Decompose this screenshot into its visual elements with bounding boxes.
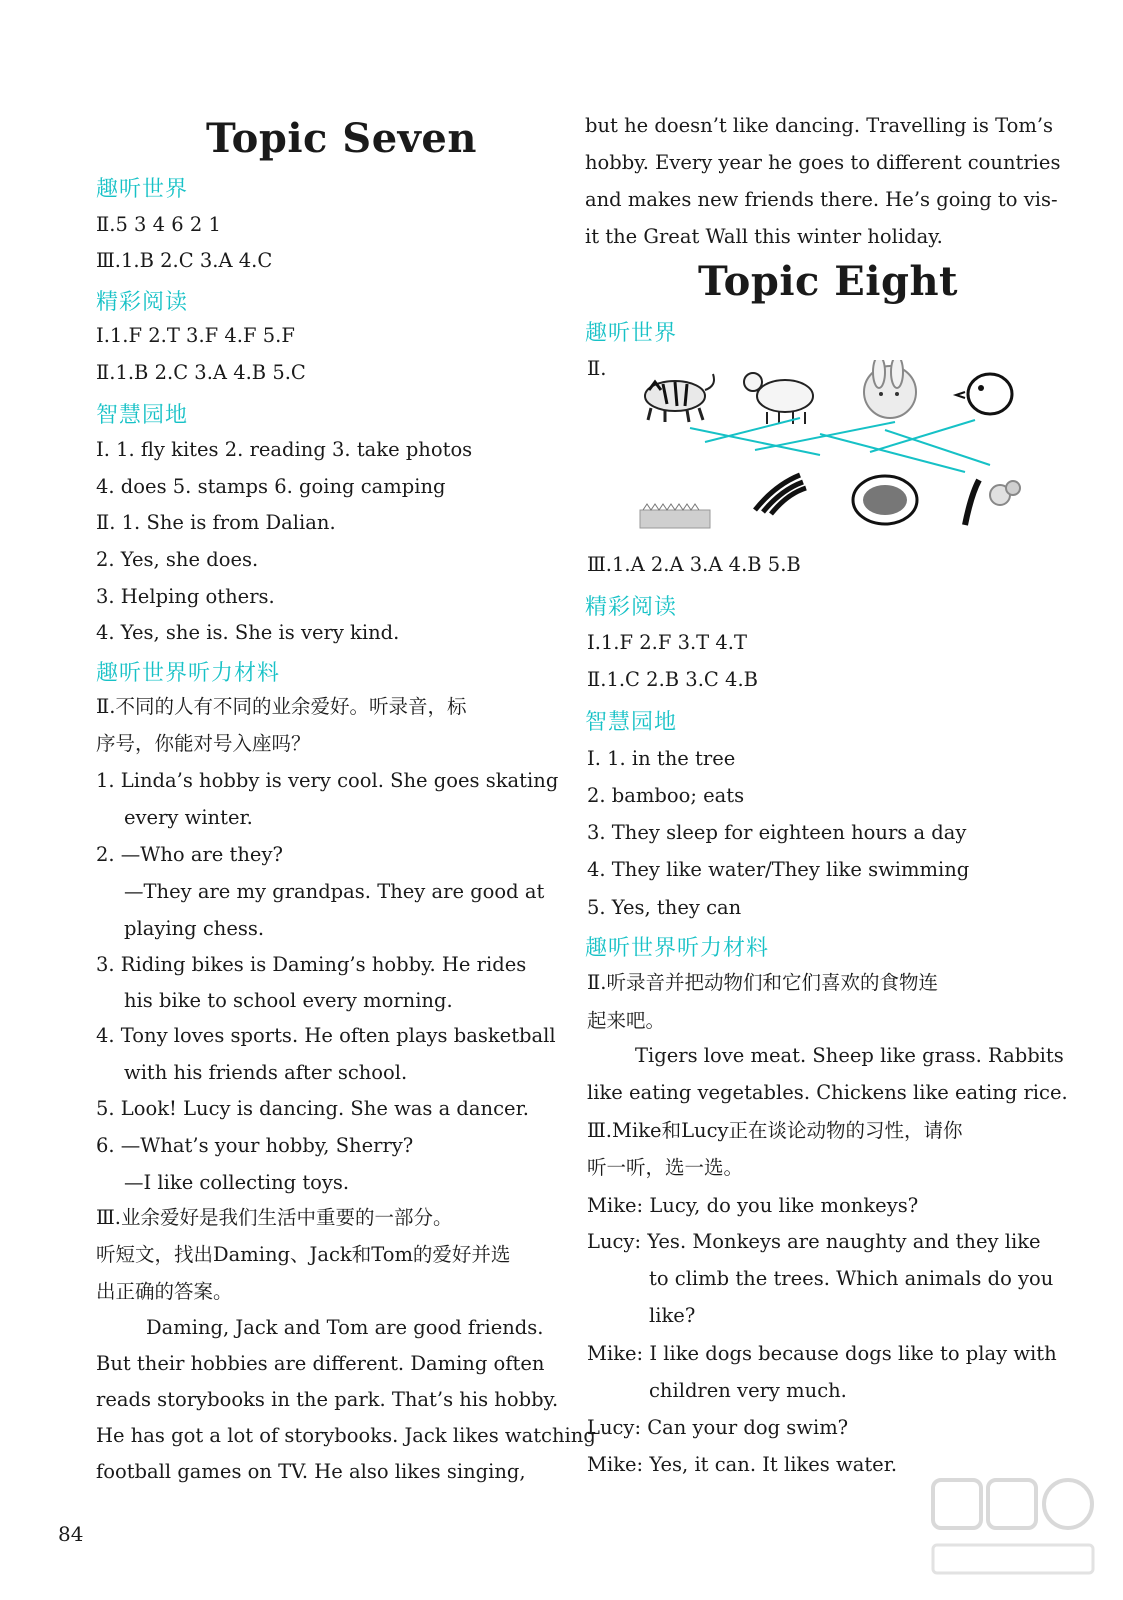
answer-line: 4. does 5. stamps 6. going camping [96,475,446,498]
text-line: 1. Linda’s hobby is very cool. She goes skating [96,769,559,792]
answer-line: 3. Helping others. [96,585,275,608]
text-line: and makes new friends there. He’s going to vis- [585,188,1058,211]
text-line: 4. Tony loves sports. He often plays basketball [96,1024,556,1047]
watermark-logo [928,1475,1098,1585]
text-line: every winter. [124,806,253,829]
text-line: with his friends after school. [124,1061,408,1084]
text-line: football games on TV. He also likes singing, [96,1460,526,1483]
dialogue-line: like? [649,1304,696,1327]
text-line: playing chess. [124,917,265,940]
dialogue-line: Mike: I like dogs because dogs like to play with [587,1342,1057,1365]
text-line: 起来吧。 [587,1009,666,1032]
text-line: Ⅱ.听录音并把动物们和它们喜欢的食物连 [587,971,938,994]
answer-line: Ⅱ.5 3 4 6 2 1 [96,213,221,236]
dialogue-line: Lucy: Yes. Monkeys are naughty and they like [587,1230,1041,1253]
text-line: 6. —What’s your hobby, Sherry? [96,1134,414,1157]
text-line: 5. Look! Lucy is dancing. She was a dancer. [96,1097,529,1120]
answer-line: Ⅱ. 1. She is from Dalian. [96,511,336,534]
topic-seven-title: Topic Seven [206,115,477,162]
grass-icon [640,504,710,528]
text-line: but he doesn’t like dancing. Travelling is Tom’s [585,114,1054,137]
section-heading-listening: 趣听世界 [96,177,189,202]
dialogue-line: Lucy: Can your dog swim? [587,1416,849,1439]
text-line: reads storybooks in the park. That’s his hobby. [96,1388,559,1411]
rabbit-icon [864,360,916,418]
tiger-icon [645,374,714,422]
section-heading-reading: 精彩阅读 [96,290,189,315]
dialogue-line: to climb the trees. Which animals do you [649,1267,1054,1290]
sheep-icon [744,373,813,424]
text-line: his bike to school every morning. [124,989,453,1012]
answer-line: Ⅰ. 1. in the tree [587,747,736,770]
section-heading-reading: 精彩阅读 [585,595,678,620]
answer-line: 2. bamboo; eats [587,784,745,807]
text-line: 序号，你能对号入座吗？ [96,732,311,755]
answer-line: 4. They like water/They like swimming [587,858,970,881]
text-line: Ⅲ.Mike和Lucy正在谈论动物的习性，请你 [587,1119,963,1142]
text-line: 出正确的答案。 [96,1280,233,1303]
text-line: 听一听，选一选。 [587,1156,744,1179]
page-number: 84 [58,1522,84,1546]
answer-line: Ⅲ.1.B 2.C 3.A 4.C [96,249,273,272]
answer-line: 5. Yes, they can [587,896,742,919]
section-heading-listening-material: 趣听世界听力材料 [96,661,281,686]
dialogue-line: Mike: Yes, it can. It likes water. [587,1453,898,1476]
meat-icon [853,476,917,524]
text-line: 2. —Who are they? [96,843,283,866]
text-line: He has got a lot of storybooks. Jack likes watching [96,1424,596,1447]
section-heading-listening: 趣听世界 [585,321,678,346]
answer-line: Ⅱ.1.C 2.B 3.C 4.B [587,668,758,691]
text-line: But their hobbies are different. Daming often [96,1352,545,1375]
topic-eight-title: Topic Eight [698,258,959,305]
answer-label: Ⅱ. [587,357,607,380]
answer-line: Ⅰ.1.F 2.F 3.T 4.T [587,631,747,654]
answer-line: Ⅱ.1.B 2.C 3.A 4.B 5.C [96,361,306,384]
text-line: —I like collecting toys. [124,1171,350,1194]
section-heading-listening-material: 趣听世界听力材料 [585,936,770,961]
answer-line: 4. Yes, she is. She is very kind. [96,621,400,644]
section-heading-wisdom: 智慧园地 [96,403,189,428]
dialogue-line: children very much. [649,1379,847,1402]
text-line: Ⅱ.不同的人有不同的业余爱好。听录音，标 [96,695,467,718]
answer-line: 3. They sleep for eighteen hours a day [587,821,967,844]
rice-icon [755,475,806,514]
text-line: it the Great Wall this winter holiday. [585,225,943,248]
text-line: 3. Riding bikes is Daming’s hobby. He rides [96,953,527,976]
text-line: hobby. Every year he goes to different countries [585,151,1061,174]
text-line: —They are my grandpas. They are good at [124,880,545,903]
answer-line: Ⅲ.1.A 2.A 3.A 4.B 5.B [587,553,801,576]
text-line: Daming, Jack and Tom are good friends. [146,1316,544,1339]
answer-line: 2. Yes, she does. [96,548,259,571]
text-line: Tigers love meat. Sheep like grass. Rabbits [635,1044,1064,1067]
vegetables-icon [965,480,1020,525]
text-line: Ⅲ.业余爱好是我们生活中重要的一部分。 [96,1206,453,1229]
section-heading-wisdom: 智慧园地 [585,710,678,735]
matching-lines [690,418,990,472]
answer-line: Ⅰ.1.F 2.T 3.F 4.F 5.F [96,324,295,347]
text-line: 听短文，找出Daming、Jack和Tom的爱好并选 [96,1243,511,1266]
dialogue-line: Mike: Lucy, do you like monkeys? [587,1194,919,1217]
animal-food-matching-picture [635,360,1065,535]
answer-line: Ⅰ. 1. fly kites 2. reading 3. take photos [96,438,473,461]
text-line: like eating vegetables. Chickens like eating rice. [587,1081,1068,1104]
chicken-icon [956,374,1012,414]
